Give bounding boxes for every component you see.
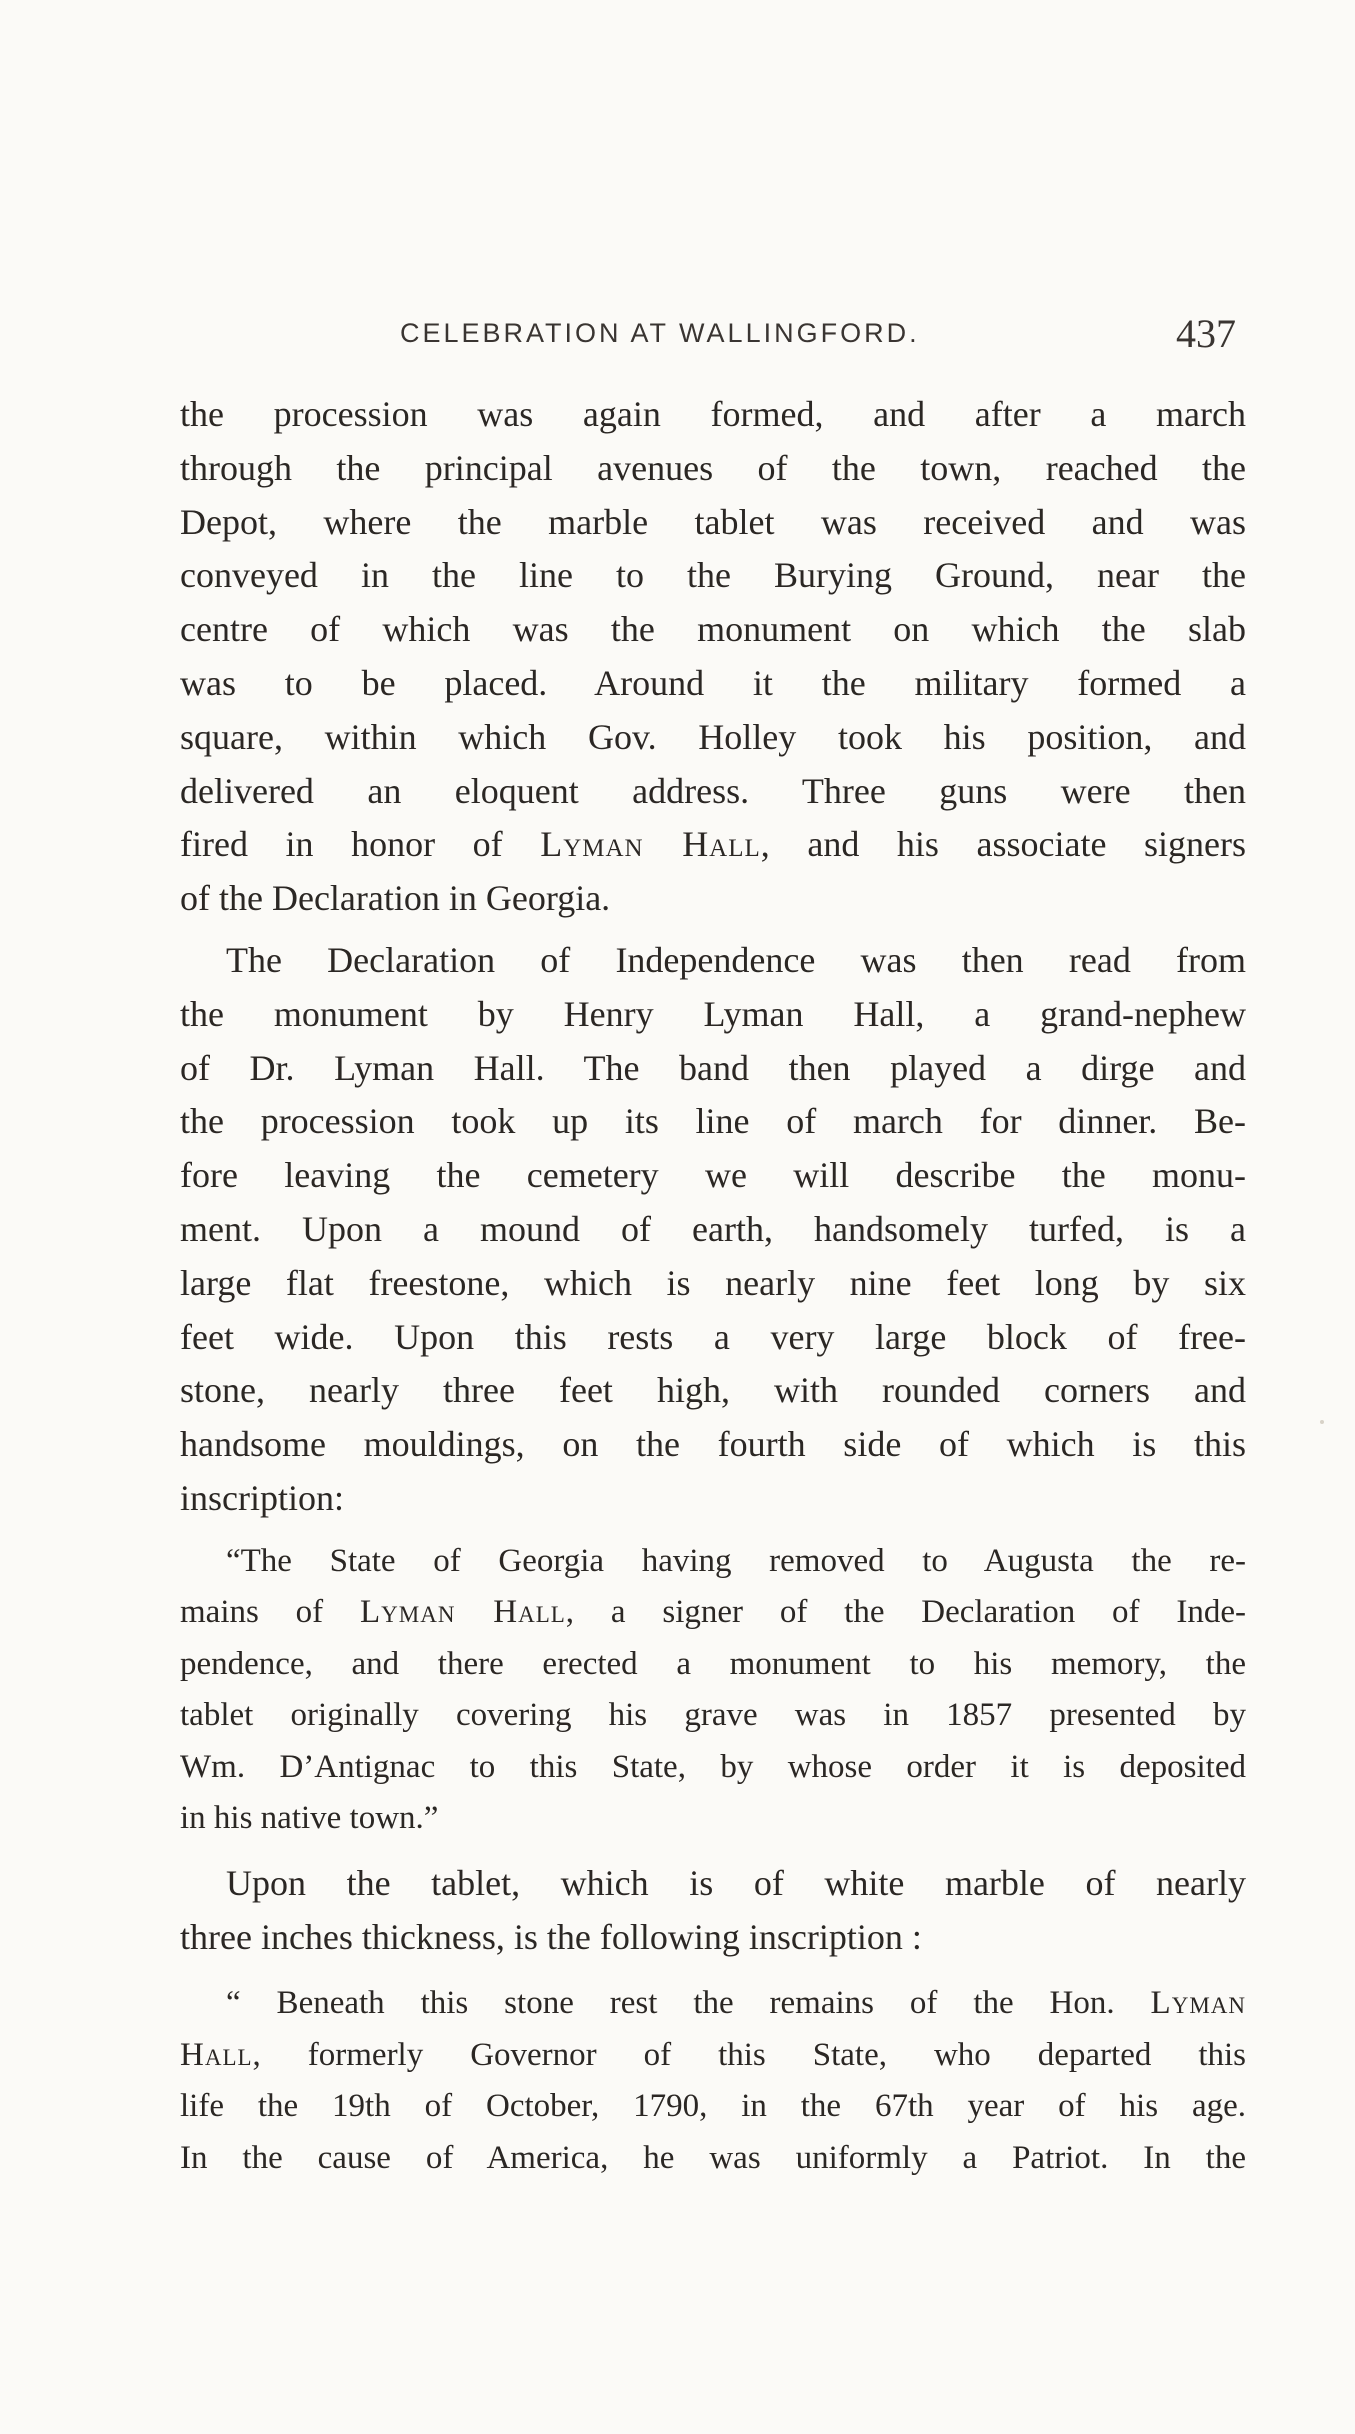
text-line: the monument by Henry Lyman Hall, a grand-nephew bbox=[180, 993, 1246, 1034]
text-run: mains of bbox=[180, 1594, 360, 1631]
text-run: , a signer of the Declaration of Inde- bbox=[565, 1594, 1246, 1631]
text-line: inscription: bbox=[180, 1477, 344, 1518]
page-number: 437 bbox=[1176, 311, 1236, 356]
text-line: In the cause of America, he was uniformly a Patriot. In the bbox=[180, 2139, 1246, 2176]
running-head bbox=[180, 310, 1240, 370]
name-small-caps: Lyman bbox=[1150, 1985, 1246, 2022]
text-run: “ Beneath this stone rest the remains of the Hon. bbox=[226, 1985, 1151, 2022]
text-line: ment. Upon a mound of earth, handsomely turfed, is a bbox=[180, 1208, 1246, 1249]
text-line bbox=[180, 818, 1246, 872]
text-run: fired in honor of bbox=[180, 824, 541, 865]
text-line: Upon the tablet, which is of white marble of nearly bbox=[226, 1862, 1246, 1903]
text-line: of Dr. Lyman Hall. The band then played a dirge and bbox=[180, 1047, 1246, 1088]
text-line bbox=[180, 2030, 1246, 2082]
text-line: centre of which was the monument on which the slab bbox=[180, 609, 1246, 650]
name-small-caps: Lyman Hall bbox=[359, 1594, 566, 1631]
text-line: was to be placed. Around it the military formed a bbox=[180, 662, 1246, 703]
text-line: feet wide. Upon this rests a very large block of free- bbox=[180, 1316, 1246, 1357]
text-line bbox=[180, 1587, 1246, 1639]
text-line: Depot, where the marble tablet was received and was bbox=[180, 501, 1246, 542]
text-run: , and his associate signers bbox=[760, 824, 1247, 865]
paragraph-tablet bbox=[180, 1857, 1246, 1965]
text-line: “The State of Georgia having removed to Augusta the re- bbox=[226, 1542, 1246, 1579]
paragraph-procession bbox=[180, 388, 1246, 926]
text-line: Wm. D’Antignac to this State, by whose order it is deposited bbox=[180, 1748, 1246, 1785]
text-line: conveyed in the line to the Burying Ground, near the bbox=[180, 555, 1246, 596]
text-line: large flat freestone, which is nearly nine feet long by six bbox=[180, 1262, 1246, 1303]
inscription-quote-tablet bbox=[180, 1978, 1246, 2184]
text-line: through the principal avenues of the town, reached the bbox=[180, 447, 1246, 488]
text-run: , formerly Governor of this State, who departed this bbox=[252, 2036, 1246, 2073]
text-line: the procession was again formed, and after a march bbox=[180, 394, 1246, 434]
text-line: delivered an eloquent address. Three guns were then bbox=[180, 770, 1246, 811]
paragraph-declaration-reading bbox=[180, 934, 1246, 1526]
text-line: The Declaration of Independence was then read from bbox=[226, 939, 1246, 980]
paper-speck bbox=[1320, 1420, 1324, 1424]
text-line: three inches thickness, is the following inscription : bbox=[180, 1916, 922, 1957]
body-text bbox=[180, 388, 1246, 2184]
text-line bbox=[180, 1978, 1246, 2030]
text-line: fore leaving the cemetery we will describe the monu- bbox=[180, 1155, 1246, 1196]
text-line: pendence, and there erected a monument to his memory, the bbox=[180, 1645, 1246, 1682]
text-line: life the 19th of October, 1790, in the 67th year of his age. bbox=[180, 2088, 1246, 2125]
name-small-caps: Lyman Hall bbox=[540, 824, 761, 865]
text-line: tablet originally covering his grave was in 1857 presented by bbox=[180, 1697, 1246, 1734]
text-line: handsome mouldings, on the fourth side of which is this bbox=[180, 1424, 1246, 1465]
name-small-caps: Hall bbox=[180, 2036, 253, 2073]
inscription-quote-georgia bbox=[180, 1536, 1246, 1845]
text-line: in his native town.” bbox=[180, 1800, 439, 1837]
text-line: of the Declaration in Georgia. bbox=[180, 878, 611, 919]
text-line: the procession took up its line of march for dinner. Be- bbox=[180, 1101, 1246, 1142]
text-line: stone, nearly three feet high, with rounded corners and bbox=[180, 1370, 1246, 1411]
running-title: CELEBRATION AT WALLINGFORD. bbox=[400, 318, 920, 348]
text-line: square, within which Gov. Holley took his position, and bbox=[180, 716, 1246, 757]
